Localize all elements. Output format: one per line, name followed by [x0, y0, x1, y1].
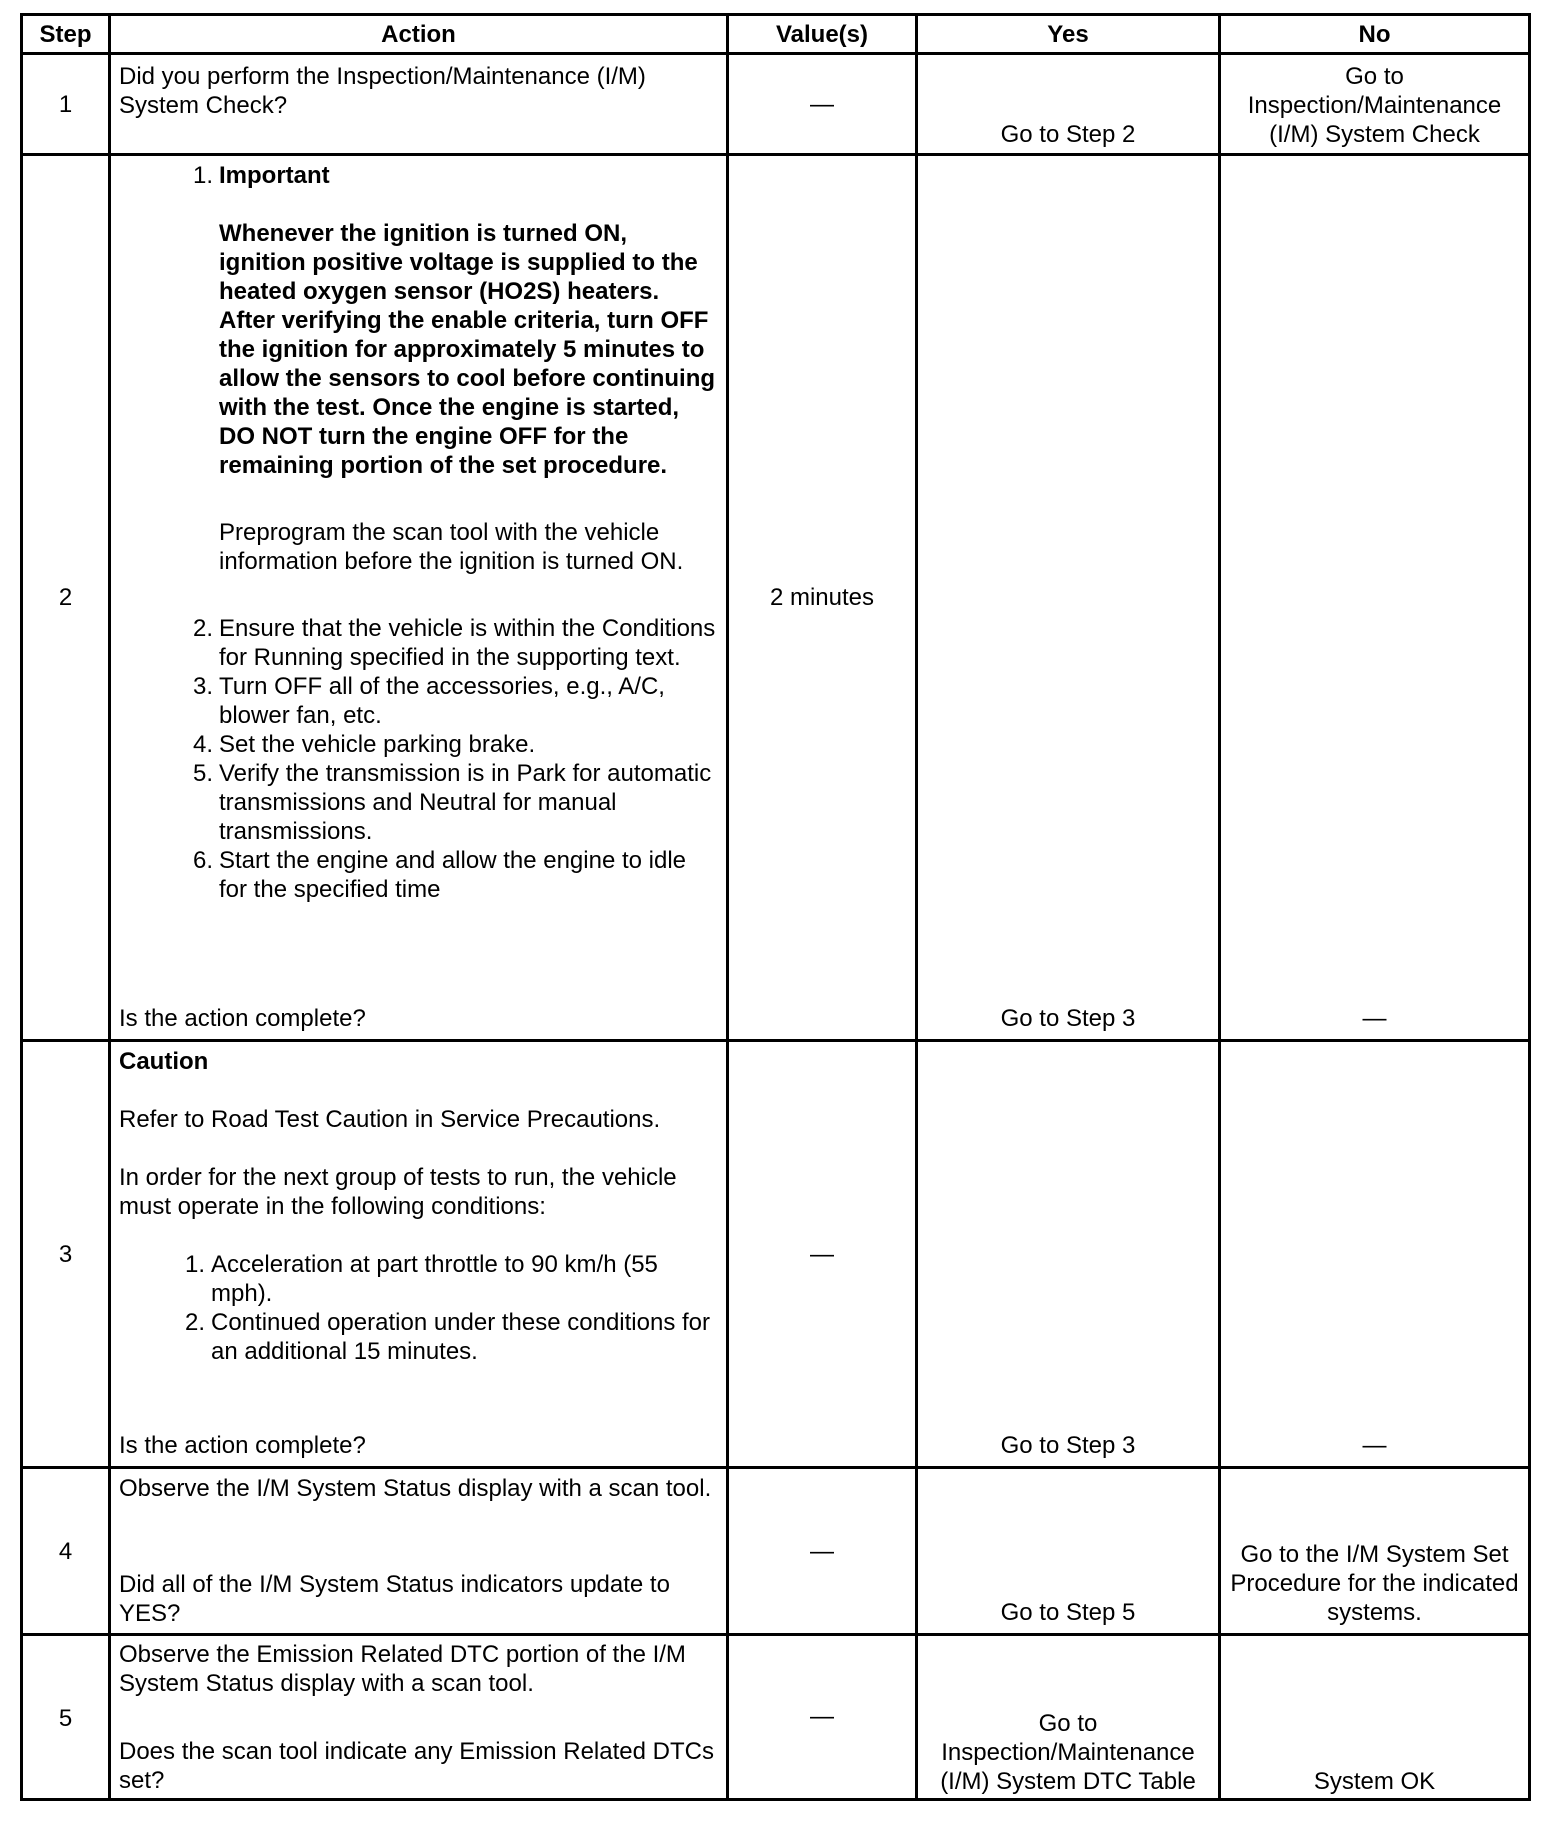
list-number: 3. [192, 673, 213, 700]
step-number: 5 [58, 1705, 73, 1732]
caution-title: Caution [119, 1048, 209, 1075]
list-item-text: Start the engine and allow the engine to idle for the specified time [219, 847, 687, 903]
list-item-text: Verify the transmission is in Park for automatic transmissions and Neutral for manual transmissions. [219, 760, 712, 845]
list-number: 1. [192, 162, 213, 189]
question-text: Does the scan tool indicate any Emission Related DTCs set? [119, 1738, 714, 1794]
no-text: System OK [1313, 1768, 1436, 1795]
yes-link[interactable]: Go to Step 5 [1000, 1599, 1136, 1626]
step-number: 3 [58, 1240, 73, 1268]
action-text: Did you perform the Inspection/Maintenance (I/M) System Check? [119, 63, 646, 119]
value-text: — [810, 1537, 834, 1565]
question-text: Is the action complete? [119, 1432, 366, 1459]
action-text: Observe the Emission Related DTC portion of the I/M System Status display with a scan tool. [119, 1641, 686, 1697]
list-item-text: Acceleration at part throttle to 90 km/h (55 mph). [211, 1251, 658, 1307]
no-text: — [1362, 1432, 1387, 1459]
list-number: 5. [192, 760, 213, 787]
value-text: — [810, 90, 834, 118]
list-item-text: Continued operation under these conditions for an additional 15 minutes. [211, 1309, 711, 1365]
intro-text: In order for the next group of tests to run, the vehicle must operate in the following conditions: [119, 1164, 677, 1220]
step-number: 2 [58, 584, 73, 611]
header-no: No [1358, 20, 1391, 48]
list-number: 4. [192, 731, 213, 758]
caution-text: Refer to Road Test Caution in Service Precautions. [119, 1106, 661, 1133]
no-link[interactable]: Go to Inspection/Maintenance (I/M) System Check [1247, 63, 1502, 148]
list-item-text: Ensure that the vehicle is within the Conditions for Running specified in the supporting text. [219, 615, 716, 671]
list-item-text: Preprogram the scan tool with the vehicle information before the ignition is turned ON. [219, 519, 684, 575]
important-title: Important [219, 162, 330, 189]
yes-link[interactable]: Go to Inspection/Maintenance (I/M) System DTC Table [940, 1710, 1196, 1795]
action-content [111, 161, 726, 904]
yes-link[interactable]: Go to Step 3 [1000, 1005, 1136, 1032]
value-text: — [810, 1702, 834, 1730]
yes-link[interactable]: Go to Step 2 [1000, 121, 1136, 148]
no-link[interactable]: Go to the I/M System Set Procedure for the indicated systems. [1230, 1541, 1519, 1626]
question-text: Did all of the I/M System Status indicators update to YES? [119, 1571, 670, 1627]
header-step: Step [39, 20, 92, 48]
value-text: 2 minutes [769, 584, 875, 611]
header-yes: Yes [1047, 20, 1089, 48]
no-text: — [1362, 1005, 1387, 1032]
header-action: Action [381, 20, 456, 48]
list-number: 6. [192, 847, 213, 874]
list-number: 1. [184, 1251, 205, 1278]
yes-link[interactable]: Go to Step 3 [1000, 1432, 1136, 1459]
list-number: 2. [184, 1309, 205, 1336]
action-text: Observe the I/M System Status display with a scan tool. [119, 1475, 712, 1502]
header-values: Value(s) [775, 20, 869, 48]
action-content [111, 1047, 726, 1366]
step-number: 4 [58, 1537, 73, 1565]
list-number: 2. [192, 615, 213, 642]
important-text: Whenever the ignition is turned ON, ignition positive voltage is supplied to the heated oxygen sensor (HO2S) heaters. After verifying the enable criteria, turn OFF the ignition for approximately 5 minutes to allow the sensors to cool before continuing with the test. Once the engine is started, DO NOT turn the engine OFF for the remaining portion of the set procedure. [219, 220, 716, 479]
list-item-text: Turn OFF all of the accessories, e.g., A/C, blower fan, etc. [219, 673, 665, 729]
value-text: — [810, 1240, 834, 1268]
question-text: Is the action complete? [119, 1005, 366, 1032]
step-number: 1 [58, 90, 73, 118]
list-item-text: Set the vehicle parking brake. [219, 731, 536, 758]
